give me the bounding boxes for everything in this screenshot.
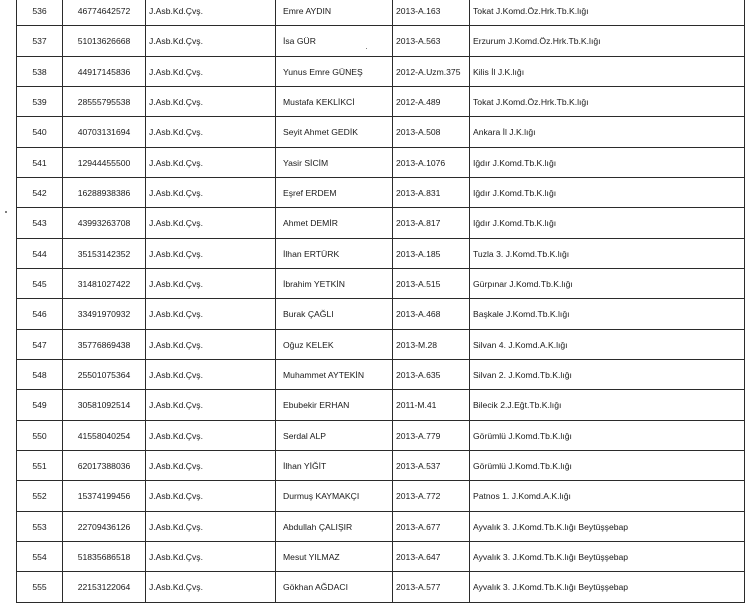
row-number-cell: 555 <box>17 572 63 603</box>
full-name-cell: Abdullah ÇALIŞIR <box>276 512 393 542</box>
row-number-cell: 536 <box>17 0 63 26</box>
rank-cell: J.Asb.Kd.Çvş. <box>146 0 276 26</box>
rank-cell: J.Asb.Kd.Çvş. <box>146 390 276 421</box>
assigned-unit-cell: Ankara İl J.K.lığı <box>470 117 745 148</box>
id-number-cell: 51835686518 <box>63 542 146 572</box>
assigned-unit-cell: Ayvalık 3. J.Komd.Tb.K.lığı Beytüşşebap <box>470 512 745 542</box>
table-row <box>17 239 745 269</box>
assigned-unit-cell: Gürpınar J.Komd.Tb.K.lığı <box>470 269 745 299</box>
registry-code-cell: 2012-A.489 <box>393 87 470 117</box>
rank-cell: J.Asb.Kd.Çvş. <box>146 572 276 603</box>
id-number-cell: 22153122064 <box>63 572 146 603</box>
registry-code-cell: 2013-A.577 <box>393 572 470 603</box>
id-number-cell: 35153142352 <box>63 239 146 269</box>
rank-cell: J.Asb.Kd.Çvş. <box>146 451 276 481</box>
id-number-cell: 40703131694 <box>63 117 146 148</box>
rank-cell: J.Asb.Kd.Çvş. <box>146 178 276 208</box>
assigned-unit-cell: Erzurum J.Komd.Öz.Hrk.Tb.K.lığı <box>470 26 745 57</box>
row-number-cell: 550 <box>17 421 63 451</box>
rank-cell: J.Asb.Kd.Çvş. <box>146 239 276 269</box>
assigned-unit-cell: Patnos 1. J.Komd.A.K.lığı <box>470 481 745 512</box>
full-name-cell: Emre AYDIN <box>276 0 393 26</box>
rank-cell: J.Asb.Kd.Çvş. <box>146 148 276 178</box>
id-number-cell: 41558040254 <box>63 421 146 451</box>
registry-code-cell: 2013-A.817 <box>393 208 470 239</box>
full-name-cell: Oğuz KELEK <box>276 330 393 360</box>
rank-cell: J.Asb.Kd.Çvş. <box>146 57 276 87</box>
assigned-unit-cell: Iğdır J.Komd.Tb.K.lığı <box>470 208 745 239</box>
row-number-cell: 539 <box>17 87 63 117</box>
registry-code-cell: 2012-A.Uzm.375 <box>393 57 470 87</box>
rank-cell: J.Asb.Kd.Çvş. <box>146 87 276 117</box>
id-number-cell: 12944455500 <box>63 148 146 178</box>
full-name-cell: İbrahim YETKİN <box>276 269 393 299</box>
assigned-unit-cell: Tokat J.Komd.Öz.Hrk.Tb.K.lığı <box>470 0 745 26</box>
assigned-unit-cell: Iğdır J.Komd.Tb.K.lığı <box>470 148 745 178</box>
full-name-cell: Ahmet DEMİR <box>276 208 393 239</box>
full-name-cell: Muhammet AYTEKİN <box>276 360 393 390</box>
full-name-cell: Seyit Ahmet GEDİK <box>276 117 393 148</box>
assigned-unit-cell: Silvan 2. J.Komd.Tb.K.lığı <box>470 360 745 390</box>
rank-cell: J.Asb.Kd.Çvş. <box>146 269 276 299</box>
row-number-cell: 547 <box>17 330 63 360</box>
registry-code-cell: 2013-A.677 <box>393 512 470 542</box>
id-number-cell: 15374199456 <box>63 481 146 512</box>
registry-code-cell: 2013-A.537 <box>393 451 470 481</box>
full-name-cell: İlhan ERTÜRK <box>276 239 393 269</box>
rank-cell: J.Asb.Kd.Çvş. <box>146 330 276 360</box>
full-name-cell: Burak ÇAĞLI <box>276 299 393 330</box>
assigned-unit-cell: Görümlü J.Komd.Tb.K.lığı <box>470 421 745 451</box>
full-name-cell: Gökhan AĞDACI <box>276 572 393 603</box>
table-row <box>17 390 745 421</box>
table-row <box>17 299 745 330</box>
row-number-cell: 545 <box>17 269 63 299</box>
registry-code-cell: 2013-A.831 <box>393 178 470 208</box>
table-row <box>17 542 745 572</box>
full-name-cell: İlhan YİĞİT <box>276 451 393 481</box>
row-number-cell: 551 <box>17 451 63 481</box>
full-name-cell: Yasir SİCİM <box>276 148 393 178</box>
full-name-cell: Mustafa KEKLİKCİ <box>276 87 393 117</box>
assigned-unit-cell: Silvan 4. J.Komd.A.K.lığı <box>470 330 745 360</box>
table-row <box>17 208 745 239</box>
id-number-cell: 22709436126 <box>63 512 146 542</box>
full-name-cell: Ebubekir ERHAN <box>276 390 393 421</box>
table-row <box>17 572 745 603</box>
row-number-cell: 548 <box>17 360 63 390</box>
scan-speck <box>366 48 367 49</box>
table-row <box>17 26 745 57</box>
rank-cell: J.Asb.Kd.Çvş. <box>146 421 276 451</box>
rank-cell: J.Asb.Kd.Çvş. <box>146 512 276 542</box>
table-row <box>17 360 745 390</box>
full-name-cell: Mesut YILMAZ <box>276 542 393 572</box>
table-row <box>17 57 745 87</box>
registry-code-cell: 2013-A.779 <box>393 421 470 451</box>
registry-code-cell: 2013-A.1076 <box>393 148 470 178</box>
row-number-cell: 542 <box>17 178 63 208</box>
assigned-unit-cell: Tuzla 3. J.Komd.Tb.K.lığı <box>470 239 745 269</box>
full-name-cell: Yunus Emre GÜNEŞ <box>276 57 393 87</box>
table-row <box>17 421 745 451</box>
assigned-unit-cell: Kilis İl J.K.lığı <box>470 57 745 87</box>
id-number-cell: 30581092514 <box>63 390 146 421</box>
registry-code-cell: 2011-M.41 <box>393 390 470 421</box>
table-row <box>17 512 745 542</box>
id-number-cell: 62017388036 <box>63 451 146 481</box>
id-number-cell: 31481027422 <box>63 269 146 299</box>
id-number-cell: 51013626668 <box>63 26 146 57</box>
id-number-cell: 46774642572 <box>63 0 146 26</box>
rank-cell: J.Asb.Kd.Çvş. <box>146 26 276 57</box>
id-number-cell: 16288938386 <box>63 178 146 208</box>
id-number-cell: 33491970932 <box>63 299 146 330</box>
registry-code-cell: 2013-A.647 <box>393 542 470 572</box>
row-number-cell: 541 <box>17 148 63 178</box>
table-row <box>17 481 745 512</box>
full-name-cell: Serdal ALP <box>276 421 393 451</box>
registry-code-cell: 2013-A.772 <box>393 481 470 512</box>
row-number-cell: 540 <box>17 117 63 148</box>
table-row <box>17 269 745 299</box>
personnel-table <box>16 0 745 603</box>
rank-cell: J.Asb.Kd.Çvş. <box>146 360 276 390</box>
table-row <box>17 178 745 208</box>
rank-cell: J.Asb.Kd.Çvş. <box>146 117 276 148</box>
rank-cell: J.Asb.Kd.Çvş. <box>146 208 276 239</box>
row-number-cell: 537 <box>17 26 63 57</box>
scan-speck <box>5 211 7 213</box>
registry-code-cell: 2013-A.163 <box>393 0 470 26</box>
assigned-unit-cell: Bilecik 2.J.Eğt.Tb.K.lığı <box>470 390 745 421</box>
registry-code-cell: 2013-A.468 <box>393 299 470 330</box>
table-row <box>17 0 745 26</box>
id-number-cell: 43993263708 <box>63 208 146 239</box>
row-number-cell: 538 <box>17 57 63 87</box>
rank-cell: J.Asb.Kd.Çvş. <box>146 481 276 512</box>
table-row <box>17 148 745 178</box>
table-row <box>17 330 745 360</box>
rank-cell: J.Asb.Kd.Çvş. <box>146 299 276 330</box>
registry-code-cell: 2013-A.185 <box>393 239 470 269</box>
registry-code-cell: 2013-A.563 <box>393 26 470 57</box>
row-number-cell: 546 <box>17 299 63 330</box>
assigned-unit-cell: Iğdır J.Komd.Tb.K.lığı <box>470 178 745 208</box>
id-number-cell: 44917145836 <box>63 57 146 87</box>
table-body <box>17 0 745 603</box>
assigned-unit-cell: Tokat J.Komd.Öz.Hrk.Tb.K.lığı <box>470 87 745 117</box>
assigned-unit-cell: Ayvalık 3. J.Komd.Tb.K.lığı Beytüşşebap <box>470 572 745 603</box>
assigned-unit-cell: Görümlü J.Komd.Tb.K.lığı <box>470 451 745 481</box>
row-number-cell: 554 <box>17 542 63 572</box>
table-row <box>17 117 745 148</box>
table-row <box>17 451 745 481</box>
registry-code-cell: 2013-A.508 <box>393 117 470 148</box>
full-name-cell: İsa GÜR <box>276 26 393 57</box>
assigned-unit-cell: Ayvalık 3. J.Komd.Tb.K.lığı Beytüşşebap <box>470 542 745 572</box>
id-number-cell: 25501075364 <box>63 360 146 390</box>
row-number-cell: 549 <box>17 390 63 421</box>
assigned-unit-cell: Başkale J.Komd.Tb.K.lığı <box>470 299 745 330</box>
id-number-cell: 35776869438 <box>63 330 146 360</box>
full-name-cell: Eşref ERDEM <box>276 178 393 208</box>
row-number-cell: 543 <box>17 208 63 239</box>
id-number-cell: 28555795538 <box>63 87 146 117</box>
row-number-cell: 553 <box>17 512 63 542</box>
full-name-cell: Durmuş KAYMAKÇI <box>276 481 393 512</box>
registry-code-cell: 2013-M.28 <box>393 330 470 360</box>
row-number-cell: 552 <box>17 481 63 512</box>
table-row <box>17 87 745 117</box>
rank-cell: J.Asb.Kd.Çvş. <box>146 542 276 572</box>
row-number-cell: 544 <box>17 239 63 269</box>
registry-code-cell: 2013-A.635 <box>393 360 470 390</box>
registry-code-cell: 2013-A.515 <box>393 269 470 299</box>
